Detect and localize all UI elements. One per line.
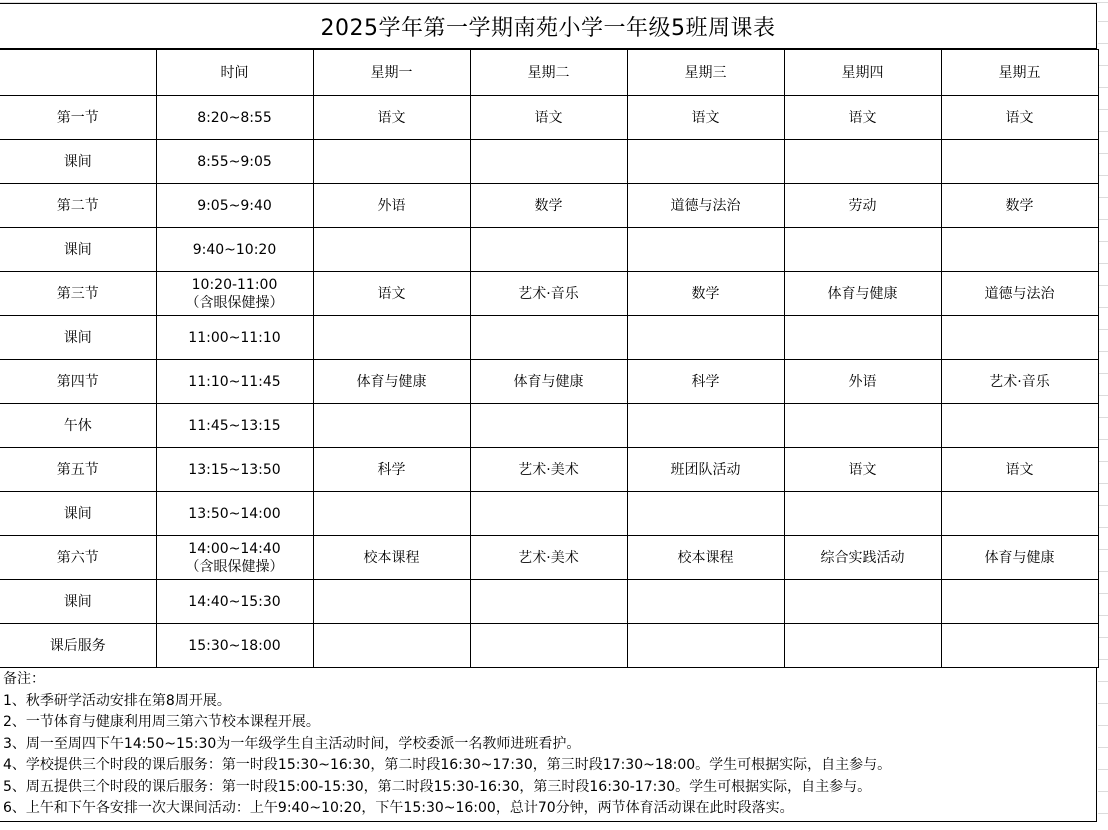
- time-cell[interactable]: [156, 492, 313, 536]
- note-item: 3、周一至周四下午14:50~15:30为一年级学生自主活动时间，学校委派一名教师进班看护。: [3, 735, 581, 752]
- schedule-row: [0, 184, 1098, 228]
- subject-cell[interactable]: [470, 228, 627, 272]
- header-day-cell[interactable]: 星期一: [313, 50, 470, 96]
- subject-cell[interactable]: 艺术·音乐: [470, 272, 627, 316]
- subject-cell[interactable]: 道德与法治: [941, 272, 1098, 316]
- period-cell[interactable]: 课间: [0, 228, 156, 272]
- subject-cell[interactable]: 体育与健康: [313, 360, 470, 404]
- period-cell[interactable]: 第六节: [0, 536, 156, 580]
- subject-cell[interactable]: 外语: [313, 184, 470, 228]
- subject-cell[interactable]: 语文: [313, 272, 470, 316]
- subject-cell[interactable]: 艺术·音乐: [941, 360, 1098, 404]
- subject-cell[interactable]: 班团队活动: [627, 448, 784, 492]
- schedule-row: [0, 140, 1098, 184]
- subject-cell[interactable]: [470, 580, 627, 624]
- sheet-right-gridlines: [1098, 0, 1108, 830]
- period-cell[interactable]: 课间: [0, 580, 156, 624]
- schedule-row: [0, 228, 1098, 272]
- subject-cell[interactable]: [784, 624, 941, 668]
- period-cell[interactable]: 课间: [0, 140, 156, 184]
- schedule-title[interactable]: 2025学年第一学期南苑小学一年级5班周课表: [0, 3, 1097, 49]
- subject-cell[interactable]: 体育与健康: [470, 360, 627, 404]
- schedule-row: [0, 96, 1098, 140]
- header-day-cell[interactable]: 星期三: [627, 50, 784, 96]
- subject-cell[interactable]: 语文: [627, 96, 784, 140]
- time-range: 9:05~9:40: [197, 197, 272, 214]
- time-cell[interactable]: [156, 580, 313, 624]
- subject-cell[interactable]: [313, 624, 470, 668]
- header-day-cell[interactable]: 星期四: [784, 50, 941, 96]
- subject-cell[interactable]: [627, 580, 784, 624]
- subject-cell[interactable]: [941, 404, 1098, 448]
- time-cell[interactable]: [156, 448, 313, 492]
- schedule-row: [0, 580, 1098, 624]
- subject-cell[interactable]: [784, 140, 941, 184]
- header-corner-cell[interactable]: [0, 50, 156, 96]
- time-cell[interactable]: [156, 184, 313, 228]
- subject-cell[interactable]: [941, 492, 1098, 536]
- note-item: 5、周五提供三个时段的课后服务：第一时段15:00-15:30，第二时段15:30-16:30，第三时段16:30-17:30。学生可根据实际，自主参与。: [3, 778, 872, 795]
- subject-cell[interactable]: [941, 316, 1098, 360]
- subject-cell[interactable]: 艺术·美术: [470, 536, 627, 580]
- time-range: 10:20-11:00: [191, 276, 278, 293]
- period-cell[interactable]: 课后服务: [0, 624, 156, 668]
- schedule-row: [0, 272, 1098, 316]
- subject-cell[interactable]: 语文: [313, 96, 470, 140]
- subject-cell[interactable]: [470, 316, 627, 360]
- subject-cell[interactable]: [784, 404, 941, 448]
- time-note: （含眼保健操）: [185, 558, 284, 575]
- header-time-cell[interactable]: 时间: [156, 50, 313, 96]
- subject-cell[interactable]: 劳动: [784, 184, 941, 228]
- time-cell[interactable]: [156, 140, 313, 184]
- period-cell[interactable]: 第五节: [0, 448, 156, 492]
- subject-cell[interactable]: 校本课程: [627, 536, 784, 580]
- header-day-cell[interactable]: 星期五: [941, 50, 1098, 96]
- note-item: 1、秋季研学活动安排在第8周开展。: [3, 692, 231, 709]
- subject-cell[interactable]: 数学: [627, 272, 784, 316]
- period-cell[interactable]: 第一节: [0, 96, 156, 140]
- schedule-row: [0, 536, 1098, 580]
- time-range: 11:45~13:15: [188, 417, 281, 434]
- subject-cell[interactable]: [784, 228, 941, 272]
- schedule-row: [0, 624, 1098, 668]
- schedule-row: [0, 316, 1098, 360]
- subject-cell[interactable]: 语文: [941, 96, 1098, 140]
- subject-cell[interactable]: 校本课程: [313, 536, 470, 580]
- subject-cell[interactable]: [313, 228, 470, 272]
- period-cell[interactable]: 第四节: [0, 360, 156, 404]
- time-range: 8:20~8:55: [197, 109, 272, 126]
- time-cell[interactable]: [156, 272, 313, 316]
- subject-cell[interactable]: [627, 228, 784, 272]
- time-cell[interactable]: [156, 316, 313, 360]
- subject-cell[interactable]: [784, 316, 941, 360]
- subject-cell[interactable]: 体育与健康: [784, 272, 941, 316]
- notes-section[interactable]: [0, 667, 1097, 822]
- header-row: [0, 50, 1098, 96]
- subject-cell[interactable]: [627, 404, 784, 448]
- subject-cell[interactable]: 语文: [784, 96, 941, 140]
- period-cell[interactable]: 第二节: [0, 184, 156, 228]
- time-cell[interactable]: [156, 360, 313, 404]
- subject-cell[interactable]: 外语: [784, 360, 941, 404]
- subject-cell[interactable]: 数学: [470, 184, 627, 228]
- subject-cell[interactable]: [784, 580, 941, 624]
- time-cell[interactable]: [156, 96, 313, 140]
- notes-heading: 备注：: [3, 671, 45, 687]
- subject-cell[interactable]: 科学: [627, 360, 784, 404]
- time-cell[interactable]: [156, 624, 313, 668]
- subject-cell[interactable]: [470, 140, 627, 184]
- time-range: 13:15~13:50: [188, 461, 281, 478]
- subject-cell[interactable]: [784, 492, 941, 536]
- subject-cell[interactable]: [627, 492, 784, 536]
- subject-cell[interactable]: 语文: [470, 96, 627, 140]
- subject-cell[interactable]: [470, 492, 627, 536]
- subject-cell[interactable]: 体育与健康: [941, 536, 1098, 580]
- subject-cell[interactable]: [313, 580, 470, 624]
- period-cell[interactable]: 第三节: [0, 272, 156, 316]
- time-range: 8:55~9:05: [197, 153, 272, 170]
- subject-cell[interactable]: [313, 140, 470, 184]
- subject-cell[interactable]: [470, 624, 627, 668]
- schedule-row: [0, 404, 1098, 448]
- period-cell[interactable]: 课间: [0, 316, 156, 360]
- schedule-row: [0, 492, 1098, 536]
- subject-cell[interactable]: [627, 316, 784, 360]
- subject-cell[interactable]: [627, 140, 784, 184]
- subject-cell[interactable]: 科学: [313, 448, 470, 492]
- header-day-cell[interactable]: 星期二: [470, 50, 627, 96]
- time-range: 15:30~18:00: [188, 637, 281, 654]
- time-range: 9:40~10:20: [192, 241, 277, 258]
- subject-cell[interactable]: [941, 228, 1098, 272]
- subject-cell[interactable]: [313, 316, 470, 360]
- subject-cell[interactable]: 数学: [941, 184, 1098, 228]
- schedule-row: [0, 448, 1098, 492]
- time-range: 11:10~11:45: [188, 373, 281, 390]
- schedule-row: [0, 360, 1098, 404]
- time-range: 14:40~15:30: [188, 593, 281, 610]
- subject-cell[interactable]: 语文: [784, 448, 941, 492]
- subject-cell[interactable]: [941, 140, 1098, 184]
- time-cell[interactable]: [156, 536, 313, 580]
- time-range: 11:00~11:10: [188, 329, 281, 346]
- period-cell[interactable]: 课间: [0, 492, 156, 536]
- period-cell[interactable]: 午休: [0, 404, 156, 448]
- subject-cell[interactable]: [313, 404, 470, 448]
- subject-cell[interactable]: [470, 404, 627, 448]
- time-range: 13:50~14:00: [188, 505, 281, 522]
- subject-cell[interactable]: 语文: [941, 448, 1098, 492]
- note-item: 2、一节体育与健康利用周三第六节校本课程开展。: [3, 714, 320, 730]
- schedule-body: [0, 96, 1098, 668]
- time-cell[interactable]: [156, 404, 313, 448]
- time-note: （含眼保健操）: [185, 294, 284, 311]
- subject-cell[interactable]: [313, 492, 470, 536]
- note-item: 6、上午和下午各安排一次大课间活动：上午9:40~10:20，下午15:30~16:00，总计70分钟，两节体育活动课在此时段落实。: [3, 800, 794, 816]
- note-item: 4、学校提供三个时段的课后服务：第一时段15:30~16:30，第二时段16:30~17:30，第三时段17:30~18:00。学生可根据实际，自主参与。: [3, 757, 892, 773]
- subject-cell[interactable]: [941, 624, 1098, 668]
- time-cell[interactable]: [156, 228, 313, 272]
- subject-cell[interactable]: [627, 624, 784, 668]
- schedule-table: [0, 49, 1099, 668]
- subject-cell[interactable]: [941, 580, 1098, 624]
- subject-cell[interactable]: 道德与法治: [627, 184, 784, 228]
- time-range: 14:00~14:40: [188, 540, 281, 557]
- subject-cell[interactable]: 艺术·美术: [470, 448, 627, 492]
- subject-cell[interactable]: 综合实践活动: [784, 536, 941, 580]
